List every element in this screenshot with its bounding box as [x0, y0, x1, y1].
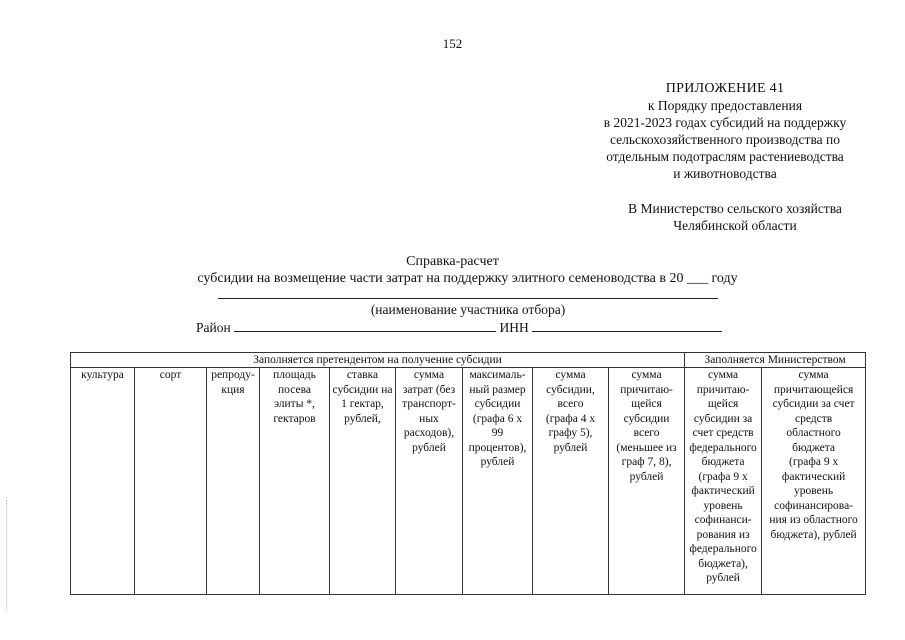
- column-header: ставка субсидии на 1 гектар, рублей,: [330, 368, 396, 595]
- document-heading: [0, 253, 905, 287]
- page-number: 152: [442, 36, 463, 51]
- column-header: сумма причитающейся субсидии за счет средств областного бюджета (графа 9 х фактический уровень софинансирова- ния из областного бюджета), рублей: [762, 368, 866, 595]
- column-header: сумма причитаю- щейся субсидии всего (меньшее из граф 7, 8), рублей: [609, 368, 685, 595]
- document-title: Справка-расчет: [406, 254, 499, 269]
- participant-caption: (наименование участника отбора): [370, 302, 566, 317]
- appendix-header: [560, 80, 890, 182]
- column-header: сумма субсидии, всего (графа 4 х графу 5), рублей: [533, 368, 609, 595]
- scan-margin-mark: [6, 500, 7, 610]
- column-header: сумма причитаю- щейся субсидии за счет средств федерального бюджета (графа 9 х фактический уровень софинанси- рования из федерального бюджета), рублей: [685, 368, 762, 595]
- column-header: сумма затрат (без транспорт- ных расходов), рублей: [396, 368, 463, 595]
- inn-label: ИНН: [499, 320, 529, 335]
- district-field[interactable]: [234, 318, 496, 332]
- appendix-line: отдельным подотраслям растениеводства: [606, 149, 844, 164]
- table-group-row: [71, 353, 866, 368]
- participant-name-line[interactable]: [218, 298, 718, 299]
- addressee-line: В Министерство сельского хозяйства: [628, 201, 842, 216]
- appendix-title: ПРИЛОЖЕНИЕ 41: [665, 81, 785, 96]
- group-applicant-header: Заполняется претендентом на получение субсидии: [71, 353, 685, 368]
- calculation-table: [70, 352, 866, 595]
- column-header: площадь посева элиты *, гектаров: [260, 368, 330, 595]
- district-inn-row: [196, 318, 722, 336]
- document-subtitle: субсидии на возмещение части затрат на поддержку элитного семеноводства в 20 ___ году: [197, 271, 738, 286]
- appendix-line: сельскохозяйственного производства по: [609, 132, 840, 147]
- column-header: репроду- кция: [207, 368, 260, 595]
- appendix-line: и животноводства: [673, 166, 777, 181]
- addressee-line: Челябинской области: [673, 218, 797, 233]
- column-header: сорт: [135, 368, 207, 595]
- table-column-headers: [71, 368, 866, 595]
- column-header: культура: [71, 368, 135, 595]
- district-label: Район: [196, 320, 231, 335]
- inn-field[interactable]: [532, 318, 722, 332]
- column-header: максималь- ный размер субсидии (графа 6 х 99 процентов), рублей: [463, 368, 533, 595]
- addressee: [570, 200, 900, 234]
- appendix-line: в 2021-2023 годах субсидий на поддержку: [603, 115, 847, 130]
- group-ministry-header: Заполняется Министерством: [685, 353, 866, 368]
- appendix-line: к Порядку предоставления: [647, 98, 803, 113]
